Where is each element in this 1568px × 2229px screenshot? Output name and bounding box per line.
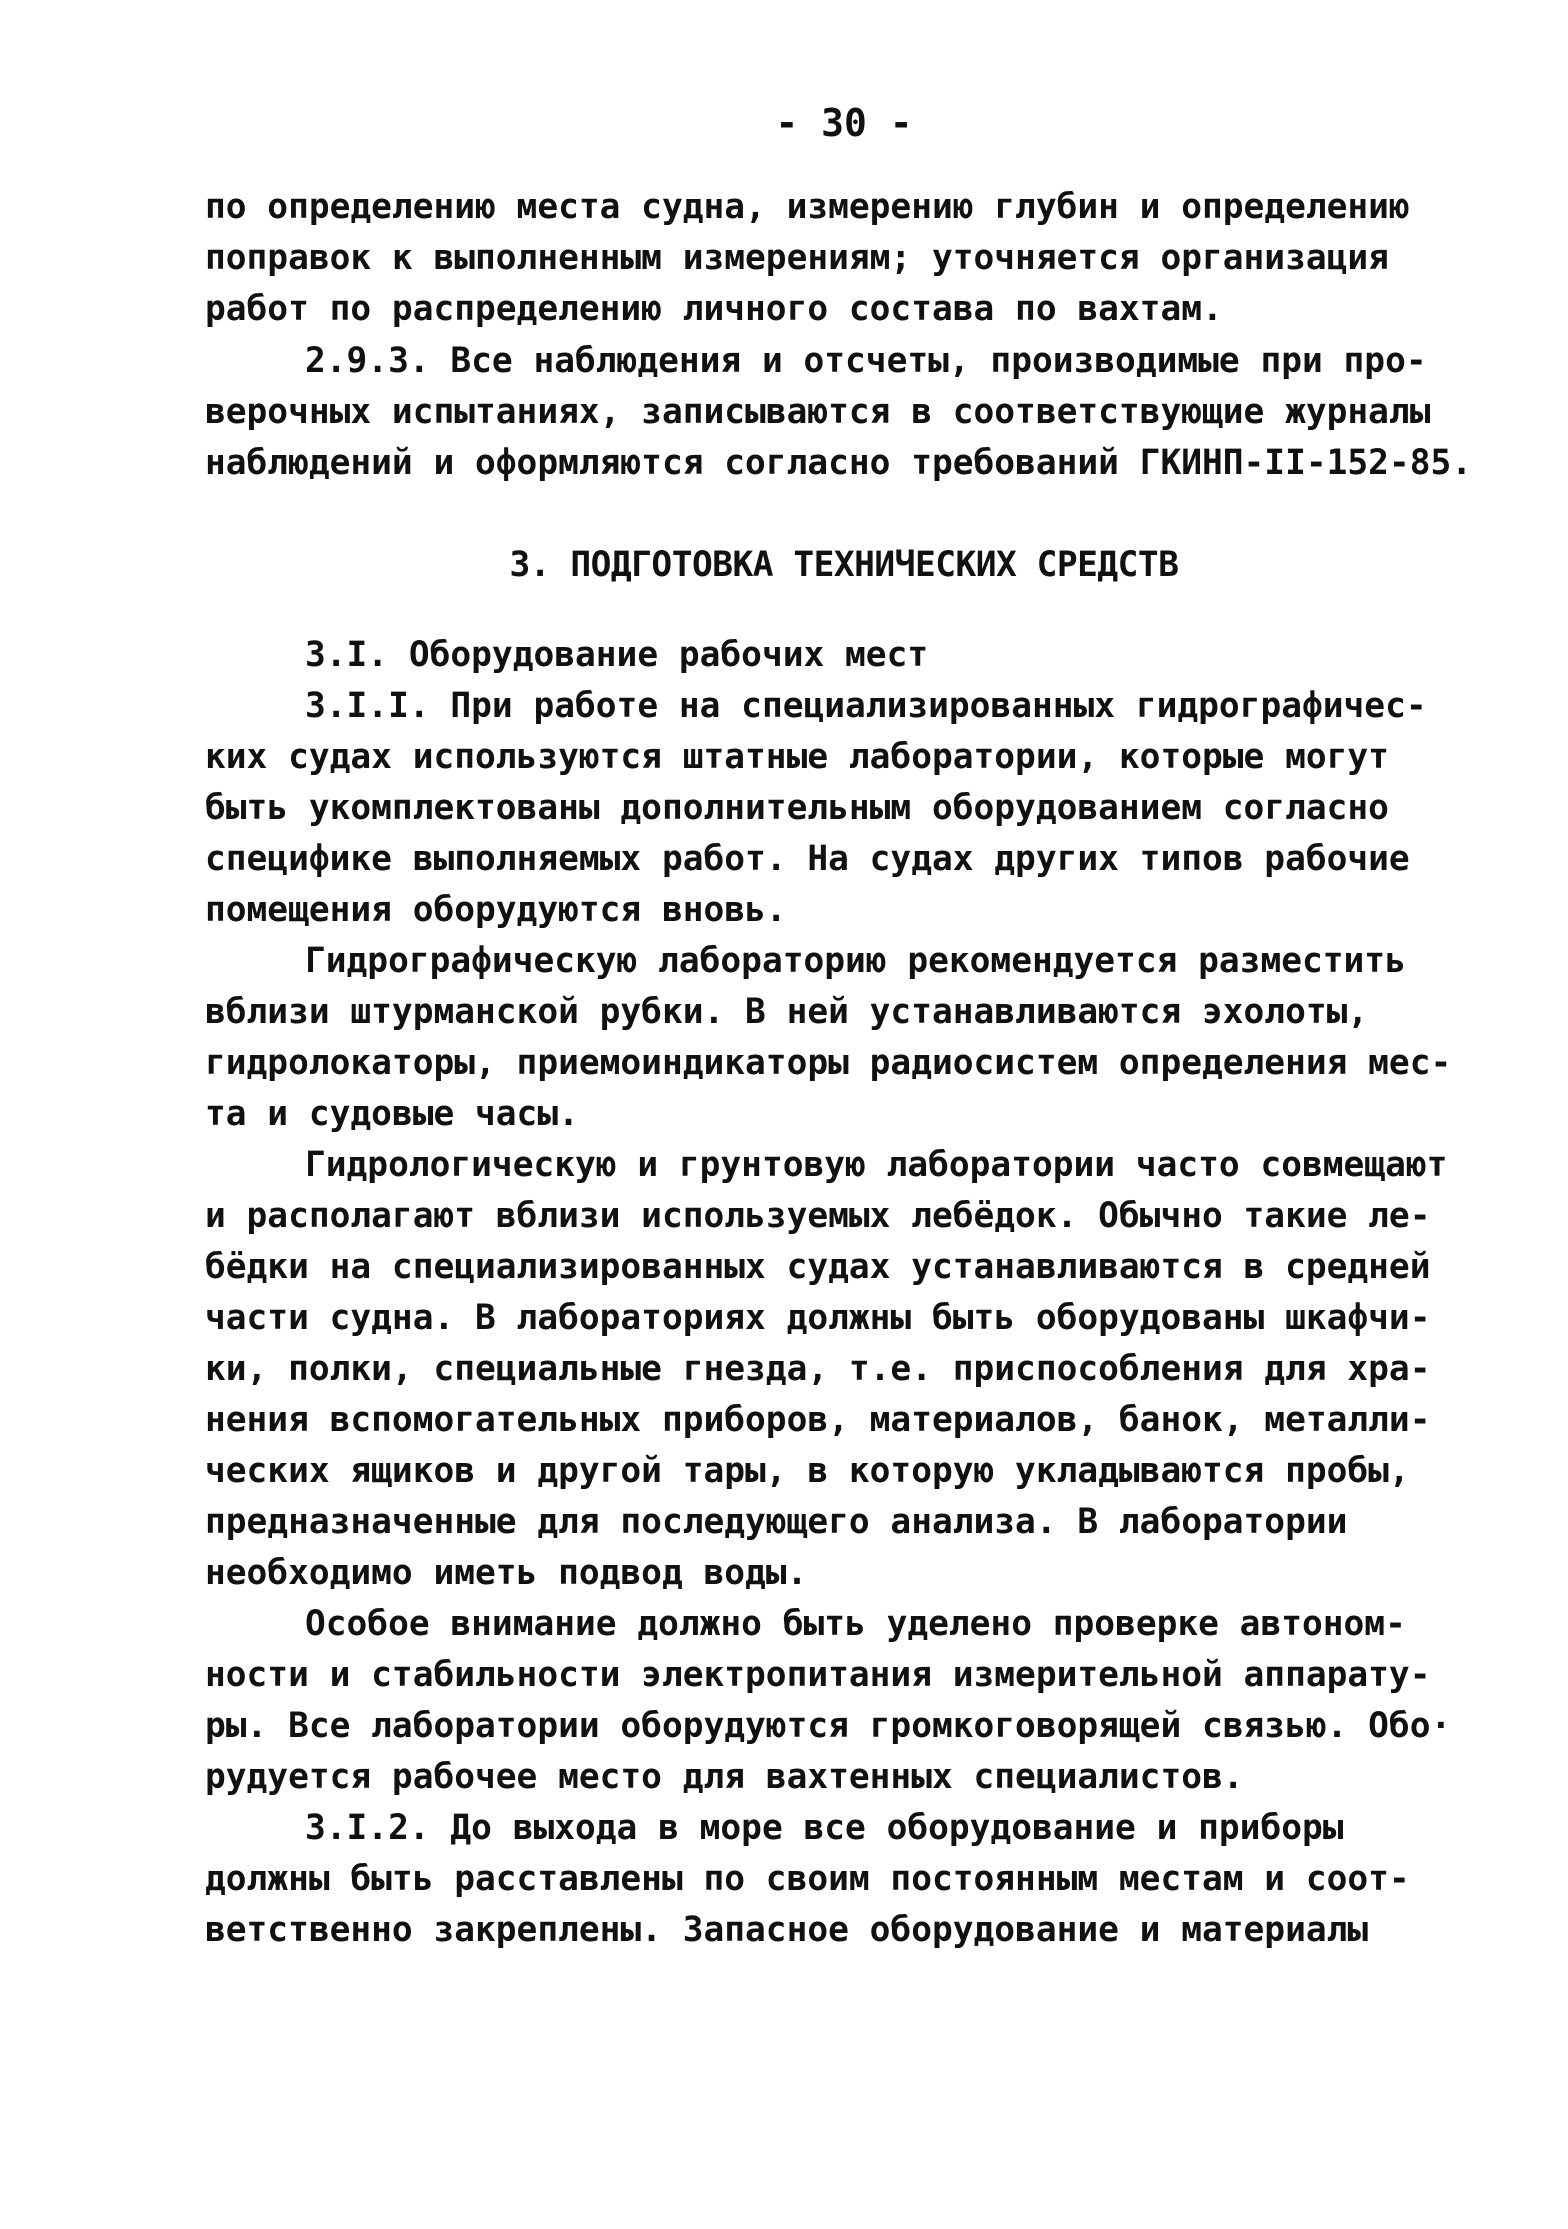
text-line: 3.I.2. До выхода в море все оборудование и приборы (305, 1808, 1344, 1848)
text-line: ветственно закреплены. Запасное оборудование и материалы (205, 1910, 1369, 1950)
section-heading: 3. ПОДГОТОВКА ТЕХНИЧЕСКИХ СРЕДСТВ (509, 545, 1179, 585)
text-line: части судна. В лабораториях должны быть оборудованы шкафчи- (205, 1298, 1431, 1338)
text-line: 2.9.3. Все наблюдения и отсчеты, производимые при про- (305, 341, 1427, 381)
text-line: по определению места судна, измерению глубин и определению (205, 187, 1410, 227)
text-line: Гидрографическую лабораторию рекомендуется разместить (305, 941, 1406, 981)
text-line: должны быть расставлены по своим постоянным местам и соот- (205, 1859, 1410, 1899)
text-line: предназначенные для последующего анализа. В лаборатории (205, 1502, 1348, 1542)
text-line: работ по распределению личного состава по вахтам. (205, 289, 1223, 329)
text-line: ности и стабильности электропитания измерительной аппарату- (205, 1655, 1431, 1695)
text-line: нения вспомогательных приборов, материалов, банок, металли- (205, 1400, 1431, 1440)
text-line: та и судовые часы. (205, 1094, 579, 1134)
text-line: ры. Все лаборатории оборудуются громкоговорящей связью. Обо· (205, 1706, 1452, 1746)
text-line: Особое внимание должно быть уделено проверке автоном- (305, 1604, 1406, 1644)
text-line: рудуется рабочее место для вахтенных специалистов. (205, 1757, 1244, 1797)
text-line: ки, полки, специальные гнезда, т.е. приспособления для хра- (205, 1349, 1431, 1389)
text-line: гидролокаторы, приемоиндикаторы радиосистем определения мес- (205, 1043, 1452, 1083)
page-number: - 30 - (775, 101, 913, 145)
text-line: необходимо иметь подвод воды. (205, 1553, 808, 1593)
text-line: ческих ящиков и другой тары, в которую укладываются пробы, (205, 1451, 1410, 1491)
text-line: верочных испытаниях, записываются в соответствующие журналы (205, 392, 1431, 432)
text-line: и располагают вблизи используемых лебёдок. Обычно такие ле- (205, 1196, 1431, 1236)
text-line: поправок к выполненным измерениям; уточняется организация (205, 238, 1389, 278)
text-line: быть укомплектованы дополнительным оборудованием согласно (205, 788, 1389, 828)
text-line: Гидрологическую и грунтовую лаборатории часто совмещают (305, 1145, 1448, 1185)
text-line: вблизи штурманской рубки. В ней устанавливаются эхолоты, (205, 992, 1369, 1032)
text-line: специфике выполняемых работ. На судах других типов рабочие (205, 839, 1410, 879)
text-line: бёдки на специализированных судах устанавливаются в средней (205, 1247, 1431, 1287)
subsection-heading: 3.I. Оборудование рабочих мест (305, 635, 929, 675)
text-line: помещения оборудуются вновь. (205, 890, 787, 930)
text-line: наблюдений и оформляются согласно требований ГКИНП-II-152-85. (205, 443, 1473, 483)
text-line: 3.I.I. При работе на специализированных гидрографичес- (305, 686, 1427, 726)
text-line: ких судах используются штатные лаборатории, которые могут (205, 737, 1389, 777)
